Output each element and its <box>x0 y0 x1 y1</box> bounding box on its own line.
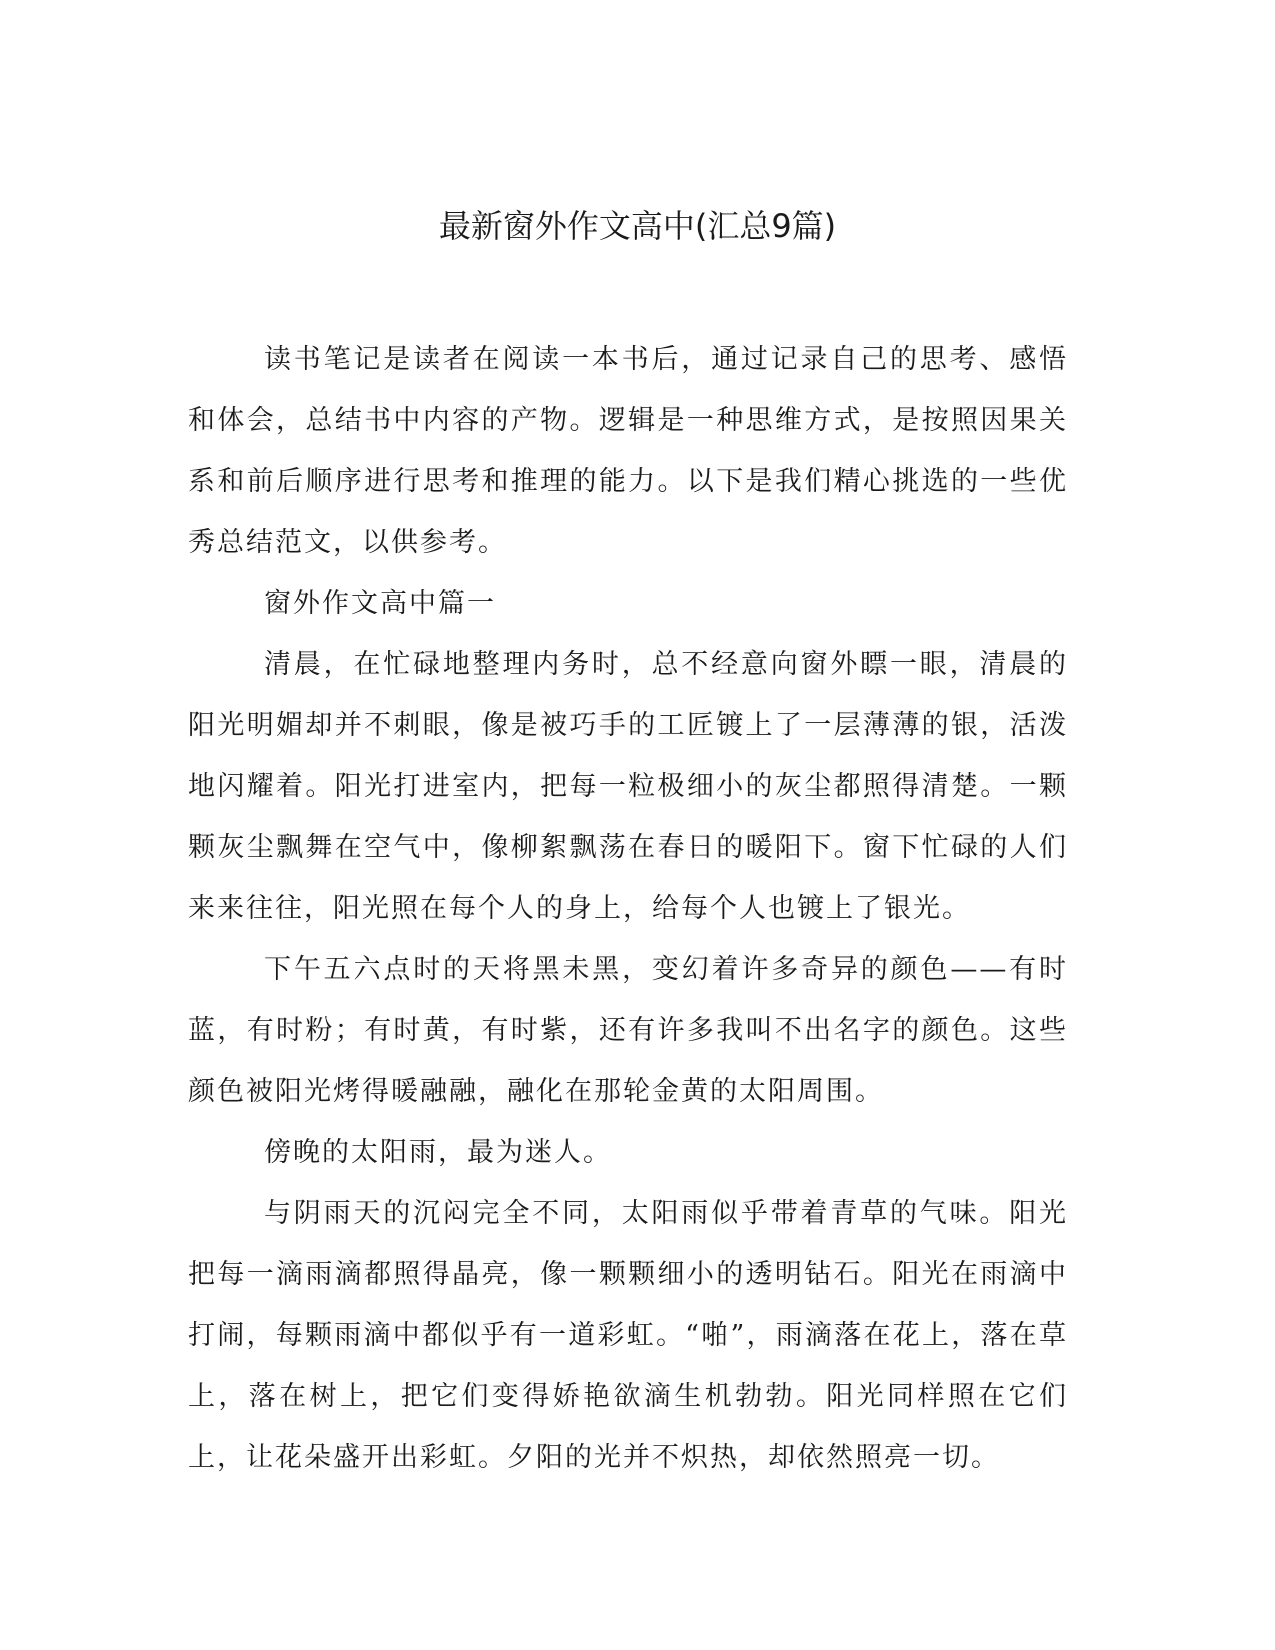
body-paragraph: 与阴雨天的沉闷完全不同，太阳雨似乎带着青草的气味。阳光把每一滴雨滴都照得晶亮，像一颗颗细小的透明钻石。阳光在雨滴中打闹，每颗雨滴中都似乎有一道彩虹。“啪”，雨滴落在花上，落在草上，落在树上，把它们变得娇艳欲滴生机勃勃。阳光同样照在它们上，让花朵盛开出彩虹。夕阳的光并不炽热，却依然照亮一切。 <box>188 1198 1068 1473</box>
intro-paragraph: 读书笔记是读者在阅读一本书后，通过记录自己的思考、感悟和体会，总结书中内容的产物。逻辑是一种思维方式，是按照因果关系和前后顺序进行思考和推理的能力。以下是我们精心挑选的一些优秀总结范文，以供参考。 <box>188 344 1068 558</box>
body-paragraph: 清晨，在忙碌地整理内务时，总不经意向窗外瞟一眼，清晨的阳光明媚却并不刺眼，像是被巧手的工匠镀上了一层薄薄的银，活泼地闪耀着。阳光打进室内，把每一粒极细小的灰尘都照得清楚。一颗颗灰尘飘舞在空气中，像柳絮飘荡在春日的暖阳下。窗下忙碌的人们来来往往，阳光照在每个人的身上，给每个人也镀上了银光。 <box>188 649 1068 924</box>
body-paragraph: 傍晚的太阳雨，最为迷人。 <box>264 1137 612 1168</box>
body-paragraph: 下午五六点时的天将黑未黑，变幻着许多奇异的颜色——有时蓝，有时粉；有时黄，有时紫，还有许多我叫不出名字的颜色。这些颜色被阳光烤得暖融融，融化在那轮金黄的太阳周围。 <box>188 954 1068 1107</box>
document-title: 最新窗外作文高中(汇总9篇) <box>438 207 837 245</box>
document-body <box>188 329 1068 1488</box>
section-heading: 窗外作文高中篇一 <box>264 588 496 619</box>
